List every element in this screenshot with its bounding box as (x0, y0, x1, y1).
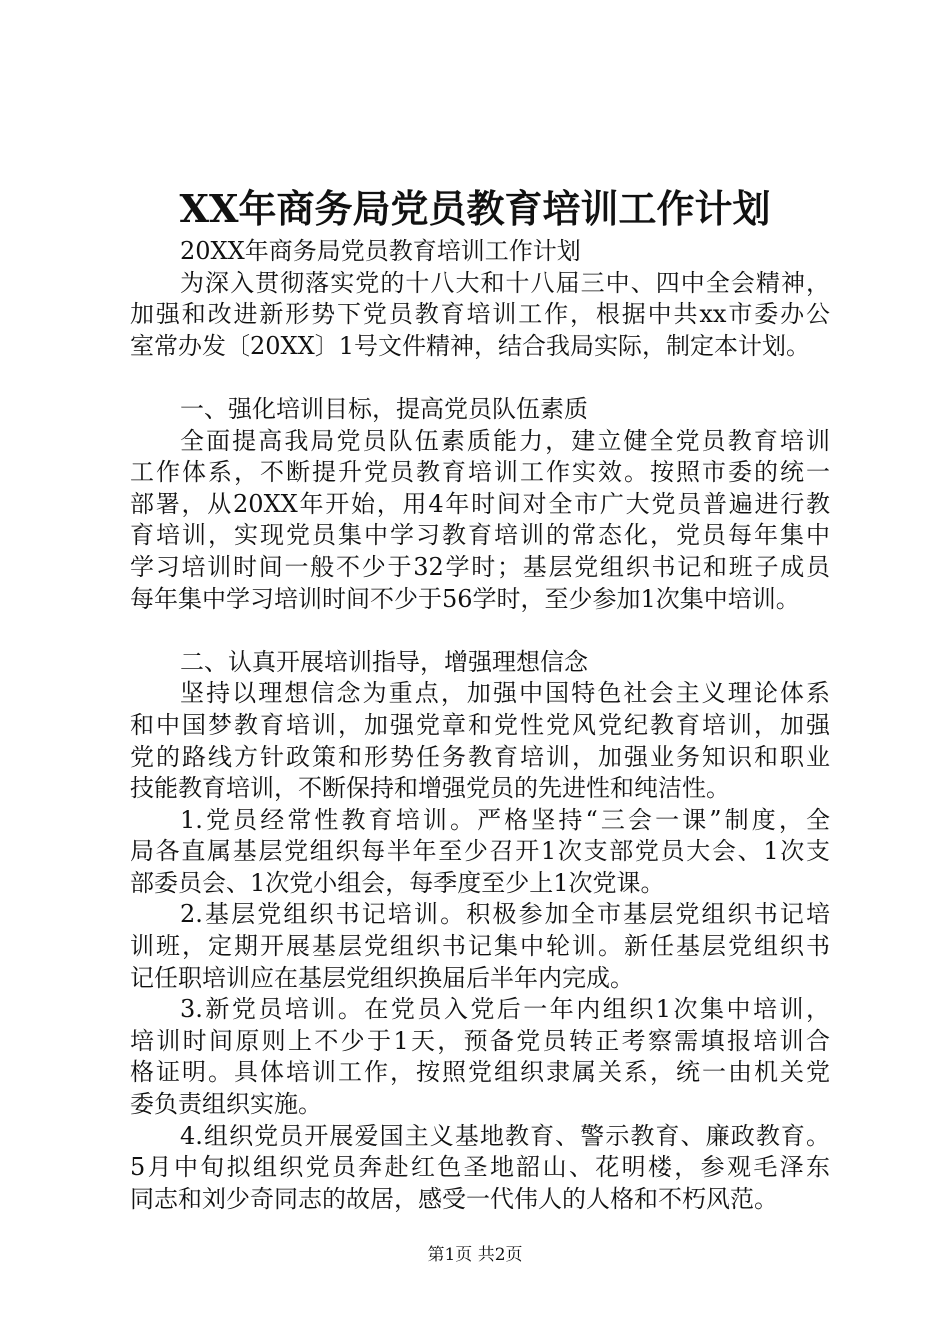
list-item-line: 4.组织党员开展爱国主义基地教育、警示教育、廉政教育。 (180, 1121, 830, 1150)
list-item-line: 部委员会、1次党小组会，每季度至少上1次党课。 (130, 868, 665, 897)
section-2-line: 党的路线方针政策和形势任务教育培训，加强业务知识和职业 (130, 742, 830, 771)
list-item-line: 3.新党员培训。在党员入党后一年内组织1次集中培训， (180, 995, 830, 1024)
section-heading: 二、认真开展培训指导，增强理想信念 (180, 647, 588, 676)
section-1-line: 育培训，实现党员集中学习教育培训的常态化，党员每年集中 (130, 521, 830, 550)
section-1-line: 全面提高我局党员队伍素质能力，建立健全党员教育培训 (180, 426, 830, 455)
section-2-line: 坚持以理想信念为重点，加强中国特色社会主义理论体系 (180, 679, 830, 708)
intro-line: 为深入贯彻落实党的十八大和十八届三中、四中全会精神， (180, 268, 830, 297)
document-title: XX年商务局党员教育培训工作计划 (179, 186, 771, 231)
section-2-line: 和中国梦教育培训，加强党章和党性党风党纪教育培训，加强 (130, 710, 830, 739)
section-2-line: 技能教育培训，不断保持和增强党员的先进性和纯洁性。 (130, 774, 730, 803)
document-body (130, 236, 830, 1215)
paragraph-gap (130, 615, 830, 647)
document-subtitle: 20XX年商务局党员教育培训工作计划 (180, 237, 581, 265)
section-1-line: 学习培训时间一般不少于32学时；基层党组织书记和班子成员 (130, 552, 830, 581)
intro-line: 室常办发〔20XX〕1号文件精神，结合我局实际，制定本计划。 (130, 331, 810, 360)
list-item-line: 委负责组织实施。 (130, 1090, 322, 1119)
list-item-line: 培训时间原则上不少于1天，预备党员转正考察需填报培训合 (130, 1026, 830, 1055)
section-1-line: 工作体系，不断提升党员教育培训工作实效。按照市委的统一 (130, 458, 830, 487)
list-item-line: 记任职培训应在基层党组织换届后半年内完成。 (130, 963, 634, 992)
section-1-line: 部署，从20XX年开始，用4年时间对全市广大党员普遍进行教 (130, 489, 830, 518)
list-item-line: 训班，定期开展基层党组织书记集中轮训。新任基层党组织书 (130, 932, 830, 961)
section-1-line: 每年集中学习培训时间不少于56学时，至少参加1次集中培训。 (130, 584, 800, 613)
section-heading: 一、强化培训目标，提高党员队伍素质 (180, 394, 588, 423)
intro-line: 加强和改进新形势下党员教育培训工作，根据中共xx市委办公 (130, 300, 830, 329)
list-item-line: 同志和刘少奇同志的故居，感受一代伟人的人格和不朽风范。 (130, 1184, 778, 1213)
list-item-line: 1.党员经常性教育培训。严格坚持“三会一课”制度，全 (180, 805, 830, 834)
list-item-line: 5月中旬拟组织党员奔赴红色圣地韶山、花明楼，参观毛泽东 (130, 1153, 830, 1182)
paragraph-gap (130, 362, 830, 394)
list-item-line: 2.基层党组织书记培训。积极参加全市基层党组织书记培 (180, 900, 830, 929)
list-item-line: 局各直属基层党组织每半年至少召开1次支部党员大会、1次支 (130, 837, 830, 866)
page-footer: 第1页 共2页 (427, 1245, 523, 1265)
list-item-line: 格证明。具体培训工作，按照党组织隶属关系，统一由机关党 (130, 1058, 830, 1087)
